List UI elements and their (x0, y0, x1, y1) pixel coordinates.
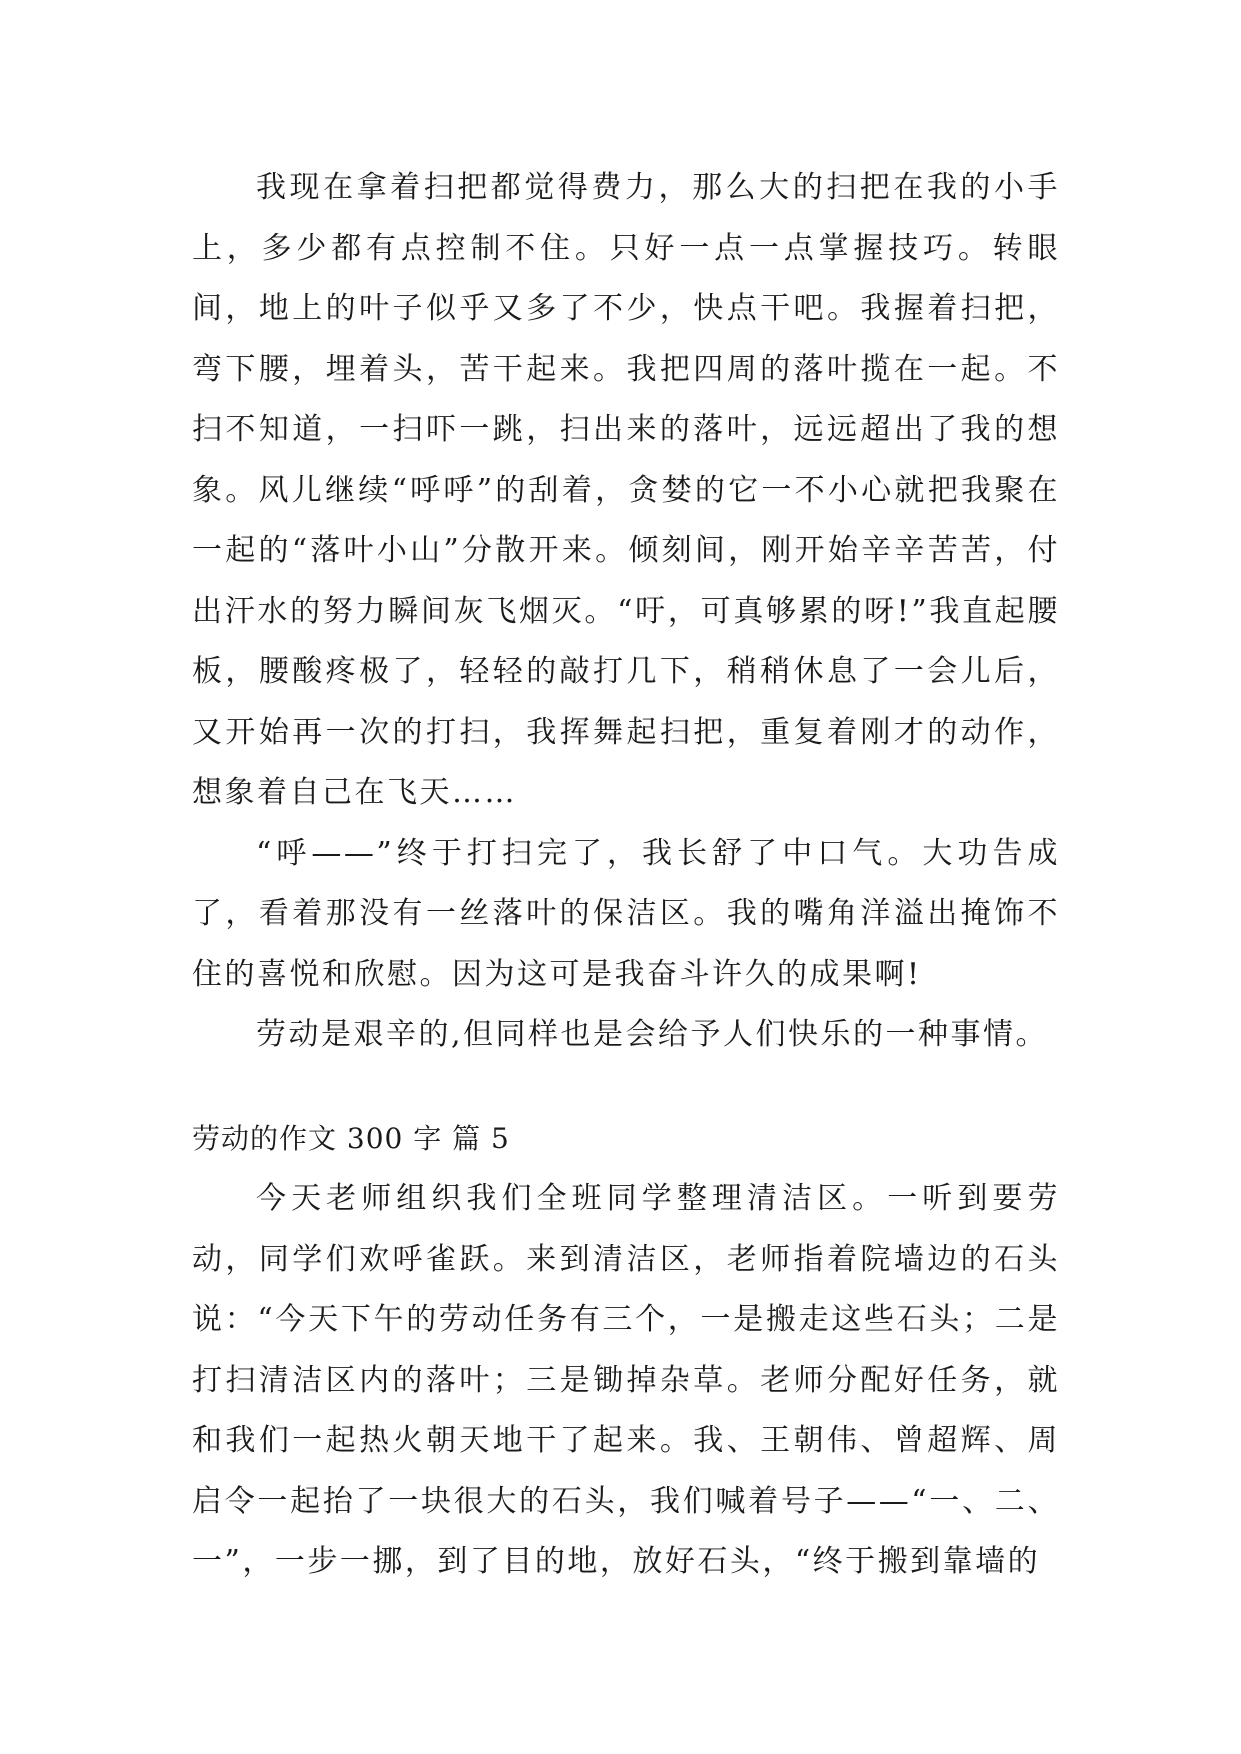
paragraph-conclusion: 劳动是艰辛的,但同样也是会给予人们快乐的一种事情。 (256, 1017, 1049, 1052)
essay-heading: 劳动的作文 300 字 篇 5 (192, 1121, 510, 1155)
paragraph-cleaning-area: 今天老师组织我们全班同学整理清洁区。一听到要劳动，同学们欢呼雀跃。来到清洁区，老师指着院墙边的石头说：“今天下午的劳动任务有三个，一是搬走这些石头；二是打扫清洁区内的落叶；三是锄掉杂草。老师分配好任务，就和我们一起热火朝天地干了起来。我、王朝伟、曾超辉、周启令一起抬了一块很大的石头，我们喊着号子——“一、二、一”，一步一挪，到了目的地，放好石头，“终于搬到靠墙的 (192, 1181, 1060, 1579)
document-body (192, 158, 1060, 1593)
paragraph-sweeping: 我现在拿着扫把都觉得费力，那么大的扫把在我的小手上，多少都有点控制不住。只好一点一点掌握技巧。转眼间，地上的叶子似乎又多了不少，快点干吧。我握着扫把，弯下腰，埋着头，苦干起来。我把四周的落叶揽在一起。不扫不知道，一扫吓一跳，扫出来的落叶，远远超出了我的想象。风儿继续“呼呼”的刮着，贪婪的它一不小心就把我聚在一起的“落叶小山”分散开来。倾刻间，刚开始辛辛苦苦，付出汗水的努力瞬间灰飞烟灭。“吁，可真够累的呀!”我直起腰板，腰酸疼极了，轻轻的敲打几下，稍稍休息了一会儿后，又开始再一次的打扫，我挥舞起扫把，重复着刚才的动作，想象着自己在飞天…… (192, 170, 1060, 810)
paragraph-finished: “呼——”终于打扫完了，我长舒了中口气。大功告成了，看着那没有一丝落叶的保洁区。我的嘴角洋溢出掩饰不住的喜悦和欣慰。因为这可是我奋斗许久的成果啊! (192, 835, 1060, 992)
